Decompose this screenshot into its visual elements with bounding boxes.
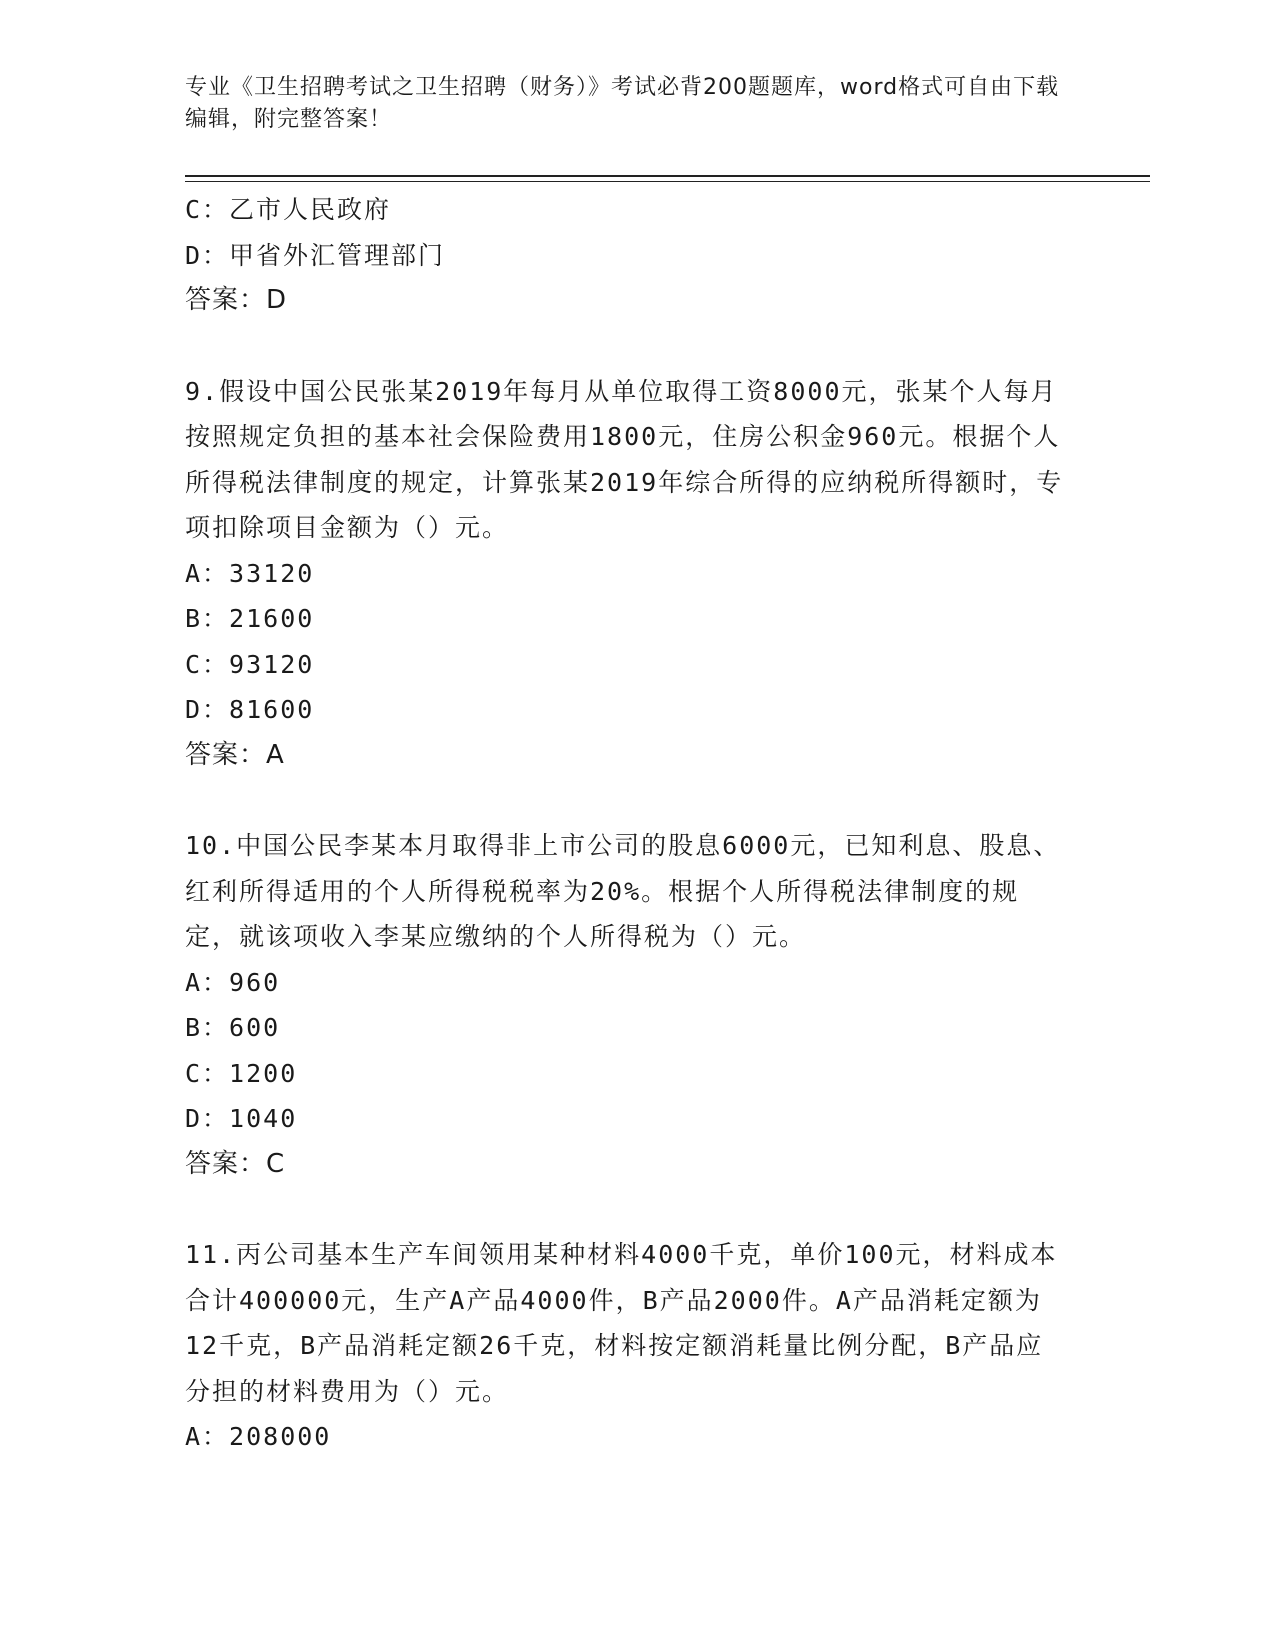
question-stem: 10.中国公民李某本月取得非上市公司的股息6000元，已知利息、股息、红利所得适用的个人所得税税率为20%。根据个人所得税法律制度的规定，就该项收入李某应缴纳的个人所得税为（）元。 [185, 831, 1061, 951]
page-header: 专业《卫生招聘考试之卫生招聘（财务）》考试必背200题题库，word格式可自由下载编辑，附完整答案！ [185, 75, 1060, 132]
option-a: A：960 [185, 967, 281, 997]
option-b: B：600 [185, 1013, 281, 1042]
option-b: B：21600 [185, 604, 315, 633]
header-divider-thick [185, 175, 1150, 177]
question-9 [185, 369, 1085, 779]
header-divider-thin [185, 181, 1150, 182]
option-d: D：甲省外汇管理部门 [185, 240, 446, 270]
option-a: A：208000 [185, 1422, 332, 1451]
spacer [185, 778, 1085, 823]
answer-line: 答案：D [185, 285, 288, 315]
document-body [185, 187, 1085, 1460]
question-stem: 11.丙公司基本生产车间领用某种材料4000千克，单价100元，材料成本合计400000元，生产A产品4000件，B产品2000件。A产品消耗定额为12千克，B产品消耗定额26千克，材料按定额消耗量比例分配，B产品应分担的材料费用为（）元。 [185, 1240, 1058, 1406]
option-c: C：1200 [185, 1058, 298, 1088]
question-stem: 9.假设中国公民张某2019年每月从单位取得工资8000元，张某个人每月按照规定负担的基本社会保险费用1800元，住房公积金960元。根据个人所得税法律制度的规定，计算张某2019年综合所得的应纳税所得额时，专项扣除项目金额为（）元。 [185, 376, 1064, 542]
prev-question-tail [185, 187, 1085, 324]
spacer [185, 324, 1085, 369]
option-c: C：93120 [185, 649, 315, 679]
option-d: D：81600 [185, 695, 315, 724]
spacer [185, 1187, 1085, 1232]
question-11 [185, 1232, 1085, 1460]
question-10 [185, 823, 1085, 1187]
option-a: A：33120 [185, 558, 315, 588]
answer-line: 答案：A [185, 739, 285, 770]
answer-line: 答案：C [185, 1148, 286, 1179]
option-c: C：乙市人民政府 [185, 195, 392, 224]
option-d: D：1040 [185, 1104, 298, 1133]
